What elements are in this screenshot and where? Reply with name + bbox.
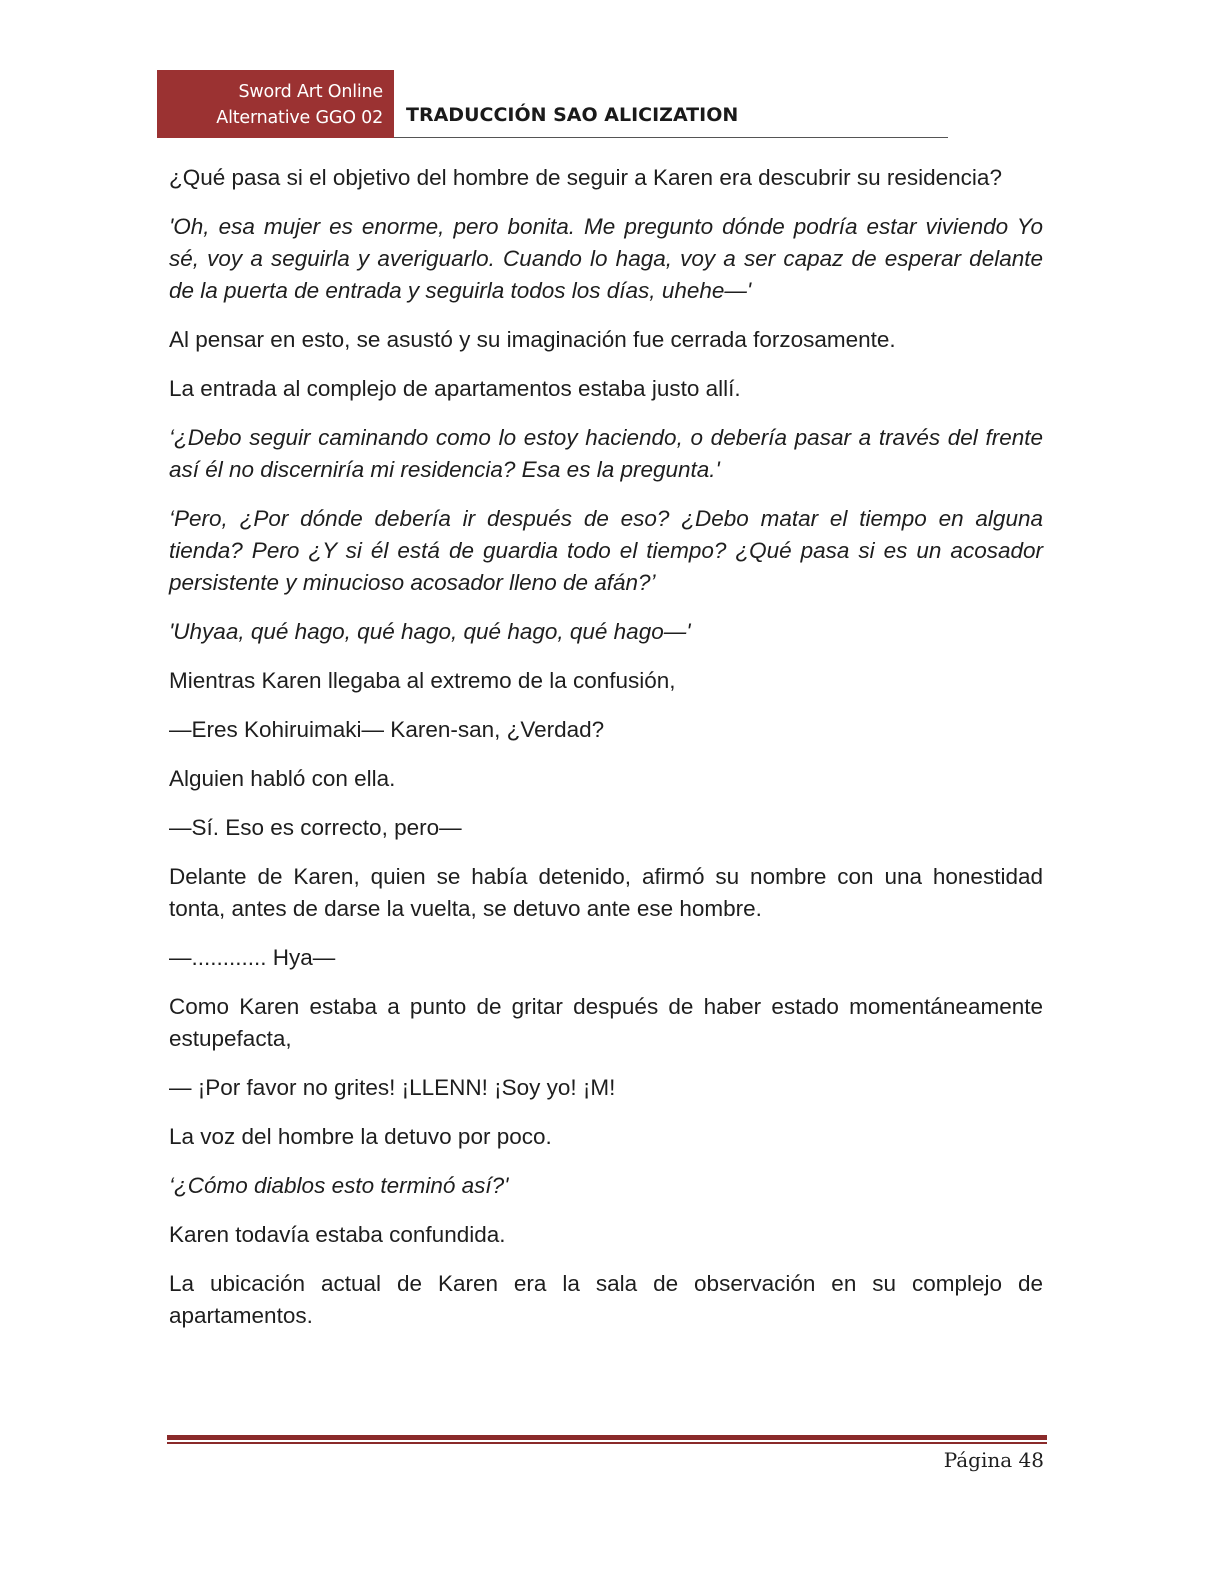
header-divider [394, 137, 948, 138]
footer-divider-thin [167, 1442, 1047, 1444]
document-body [169, 162, 1043, 1349]
paragraph: —............ Hya— [169, 945, 336, 970]
paragraph: —Eres Kohiruimaki— Karen-san, ¿Verdad? [169, 717, 605, 742]
paragraph: ¿Qué pasa si el objetivo del hombre de seguir a Karen era descubrir su residencia? [169, 165, 1002, 190]
paragraph: ‘Pero, ¿Por dónde debería ir después de eso? ¿Debo matar el tiempo en alguna tienda? Pero ¿Y si él está de guardia todo el tiempo? ¿Qué pasa si es un acosador persistente y minucioso acosador lleno de afán?’ [169, 506, 1043, 595]
series-title-line1: Sword Art Online [238, 82, 383, 102]
footer-divider-thick [167, 1435, 1047, 1440]
paragraph: —Sí. Eso es correcto, pero— [169, 815, 462, 840]
page-number: Página 48 [943, 1448, 1044, 1472]
paragraph: La voz del hombre la detuvo por poco. [169, 1124, 552, 1149]
paragraph: Delante de Karen, quien se había detenido, afirmó su nombre con una honestidad tonta, antes de darse la vuelta, se detuvo ante ese hombre. [169, 864, 1043, 921]
series-label-box [157, 70, 394, 138]
paragraph: La ubicación actual de Karen era la sala de observación en su complejo de apartamentos. [169, 1271, 1043, 1328]
paragraph: Al pensar en esto, se asustó y su imaginación fue cerrada forzosamente. [169, 327, 896, 352]
paragraph: 'Uhyaa, qué hago, qué hago, qué hago, qué hago—' [169, 619, 691, 644]
paragraph: ‘¿Debo seguir caminando como lo estoy haciendo, o debería pasar a través del frente así él no discerniría mi residencia? Esa es la pregunta.' [169, 425, 1043, 482]
paragraph: Mientras Karen llegaba al extremo de la confusión, [169, 668, 676, 693]
paragraph: La entrada al complejo de apartamentos estaba justo allí. [169, 376, 741, 401]
paragraph: Como Karen estaba a punto de gritar después de haber estado momentáneamente estupefacta, [169, 994, 1043, 1051]
paragraph: Karen todavía estaba confundida. [169, 1222, 506, 1247]
series-title-line2: Alternative GGO 02 [216, 108, 383, 128]
paragraph: 'Oh, esa mujer es enorme, pero bonita. Me pregunto dónde podría estar viviendo Yo sé, voy a seguirla y averiguarlo. Cuando lo haga, voy a ser capaz de esperar delante de la puerta de entrada y seguirla todos los días, uhehe—' [169, 214, 1043, 303]
paragraph: ‘¿Cómo diablos esto terminó así?' [169, 1173, 509, 1198]
paragraph: — ¡Por favor no grites! ¡LLENN! ¡Soy yo! ¡M! [169, 1075, 616, 1100]
page-header-title: TRADUCCIÓN SAO ALICIZATION [406, 104, 739, 126]
paragraph: Alguien habló con ella. [169, 766, 396, 791]
